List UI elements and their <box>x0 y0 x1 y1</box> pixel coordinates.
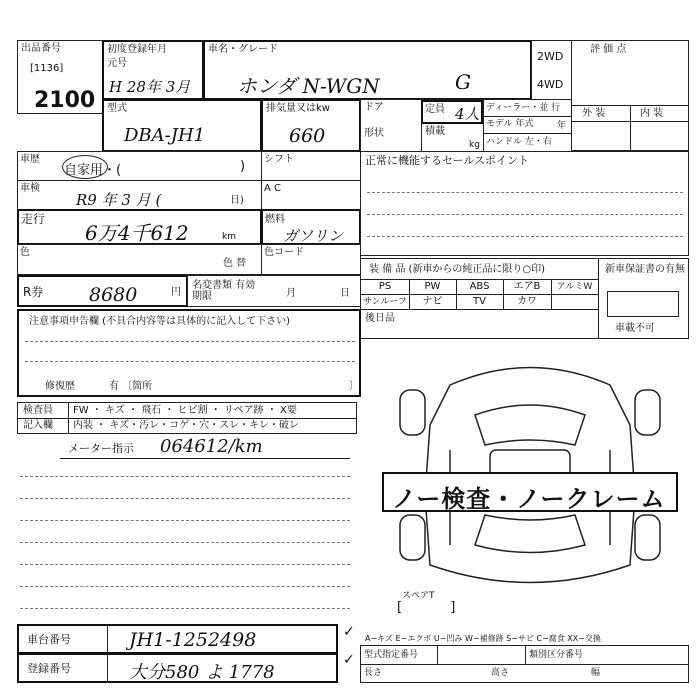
mileage-label: 走行 <box>21 212 46 226</box>
lot-label: 出品番号 <box>21 43 61 54</box>
rear-items-cell <box>360 309 599 339</box>
fuel-value: ガソリン <box>283 227 344 245</box>
color-code-cell <box>261 244 361 275</box>
interior-label: 内 装 <box>640 108 664 119</box>
displacement-cell <box>261 99 361 152</box>
car-name-cell <box>203 40 532 100</box>
warranty-label: 新車保証書の有無 <box>605 264 685 275</box>
mileage-value: 6万4千612 <box>85 221 189 245</box>
rating-label: 評 価 点 <box>590 44 627 55</box>
inspector-label-2: 記入欄 <box>23 420 53 431</box>
check-mark-2: ✓ <box>343 652 355 668</box>
cert-cell <box>360 645 689 683</box>
history-close: ) <box>240 159 246 174</box>
width-label: 幅 <box>591 668 601 678</box>
loading-label: 積載 <box>425 126 445 137</box>
sales-points-label: 正常に機能するセールスポイント <box>365 154 530 167</box>
equip-alloy: アルミW <box>556 282 593 292</box>
length-label: 長さ <box>364 668 383 678</box>
color-code-label: 色コード <box>264 247 304 258</box>
fuel-cell <box>261 209 361 245</box>
cert-label: 型式指定番号 <box>364 650 419 660</box>
equip-abs: ABS <box>469 281 490 292</box>
equip-leather: カワ <box>517 296 537 307</box>
check-mark-1: ✓ <box>343 624 355 640</box>
equip-pw: PW <box>424 281 441 292</box>
not-allowed-label: 車載不可 <box>615 323 655 334</box>
inspection-value: R9 年 3 月 ( <box>76 191 162 209</box>
displacement-label: 排気量又はkw <box>266 103 330 114</box>
repair-label: 修復歴 <box>45 381 75 392</box>
equipment-cell <box>360 258 599 310</box>
inspector-label-1: 検査員 <box>23 405 53 416</box>
height-label: 高さ <box>491 668 510 678</box>
yen-label: 円 <box>171 287 181 298</box>
equip-navi: ナビ <box>422 296 443 307</box>
drive-cell <box>531 40 572 100</box>
chassis-cell <box>17 624 338 654</box>
rating-cell <box>571 40 689 151</box>
history-value: 自家用・( <box>64 163 122 178</box>
damage-legend: A−キズ E−エクボ U−凹み W−補修跡 S−サビ C−腐食 XX−交換 <box>365 634 601 643</box>
month-label: 月 <box>286 288 296 299</box>
recycle-value: 8680 <box>89 284 138 306</box>
model-year-unit: 年 <box>557 121 567 131</box>
spare-label: スペアT <box>402 591 435 601</box>
registration-cell <box>187 275 361 307</box>
mileage-cell <box>17 209 262 245</box>
meter-label: メーター指示 <box>68 442 134 455</box>
equip-ps: PS <box>378 281 392 292</box>
equipment-title: 装 備 品 (新車からの純正品に限り○印) <box>369 264 546 275</box>
lot-number: 2100 <box>34 88 96 113</box>
inspector-line-1: FW ・ キズ ・ 飛石 ・ ヒビ割 ・ リペア跡 ・ X要 <box>73 405 297 416</box>
first-registration-cell <box>102 40 204 100</box>
inspector-line-2: 内装 ・ キズ・汚レ・コゲ・穴・スレ・キレ・破レ <box>73 420 300 431</box>
4wd-label: 4WD <box>537 78 564 91</box>
km-label: km <box>222 232 236 242</box>
grade: G <box>455 70 471 94</box>
handle-label: ハンドル 左・右 <box>486 137 552 147</box>
stamp-text: ノー検査・ノークレーム <box>392 485 666 513</box>
capacity-box <box>421 100 483 124</box>
repaint-label: 色 替 <box>223 258 247 269</box>
inspection-label: 車検 <box>20 183 40 194</box>
2wd-label: 2WD <box>537 50 564 63</box>
history-label: 車歴 <box>20 154 40 165</box>
warranty-box <box>607 291 679 317</box>
sales-points-cell <box>360 151 689 256</box>
ac-cell <box>261 180 361 210</box>
inspection-cell <box>17 180 262 210</box>
repair-close: 〕 <box>349 381 359 392</box>
model-label: 型式 <box>107 103 127 114</box>
repair-value: 有 〔箇所 <box>109 381 153 392</box>
equip-tv: TV <box>473 296 486 307</box>
dealer-label: ディーラー・並 行 <box>486 103 561 113</box>
history-cell <box>17 151 262 181</box>
capacity-value: 4人 <box>455 105 480 123</box>
displacement-value: 660 <box>289 125 326 147</box>
equip-airbag: エアB <box>513 281 541 292</box>
kg-label: kg <box>469 140 480 150</box>
name-grade-label: 車名・グレード <box>208 44 278 55</box>
meter-value: 064612/km <box>160 436 263 457</box>
plate-cell <box>17 653 338 683</box>
chassis-label: 車台番号 <box>27 633 71 646</box>
rec-day-label: 日 <box>340 288 350 299</box>
notes-cell <box>17 309 361 397</box>
notes-title: 注意事項申告欄 (不具合内容等は具体的に記入して下さい) <box>29 316 290 327</box>
plate-label: 登録番号 <box>27 662 71 675</box>
recycle-label: R券 <box>23 285 44 299</box>
spare-bracket: [ ] <box>397 600 478 615</box>
first-reg-value: H 28年 3月 <box>109 78 191 96</box>
registration-label: 名変書類 有効期限 <box>192 280 256 302</box>
history-circle <box>62 155 108 179</box>
color-cell <box>17 244 262 275</box>
warranty-cell <box>598 258 689 339</box>
fuel-label: 燃料 <box>265 214 285 225</box>
rear-items-label: 後日品 <box>365 313 395 324</box>
no-claim-stamp <box>382 472 678 512</box>
door-shape-cell <box>360 99 572 152</box>
shape-label: 形状 <box>364 128 384 139</box>
color-label: 色 <box>20 247 30 258</box>
class-label: 類別区分番号 <box>529 650 584 660</box>
chassis-value: JH1-1252498 <box>129 629 257 651</box>
equip-sunroof: サンルーフ <box>363 297 407 307</box>
car-name: ホンダ N-WGN <box>237 74 380 98</box>
model-value: DBA-JH1 <box>124 125 206 146</box>
day-label: 日) <box>230 195 244 206</box>
capacity-label: 定員 <box>425 104 445 115</box>
exterior-label: 外 装 <box>582 108 606 119</box>
first-reg-label: 初度登録年月 <box>107 44 167 55</box>
lot-cell <box>17 40 103 114</box>
model-year-label: モデル 年式 <box>486 119 534 129</box>
recycle-cell <box>17 275 188 307</box>
plate-value: 大分580 よ 1778 <box>129 662 275 683</box>
model-cell <box>102 99 262 152</box>
shift-cell <box>261 151 361 181</box>
ac-label: A C <box>264 183 282 194</box>
shift-label: シフト <box>264 154 294 165</box>
lot-bracket: [1136] <box>30 63 64 74</box>
inspector-cell <box>17 402 357 434</box>
era-label: 元号 <box>107 58 127 69</box>
door-label: ドア <box>364 102 384 113</box>
